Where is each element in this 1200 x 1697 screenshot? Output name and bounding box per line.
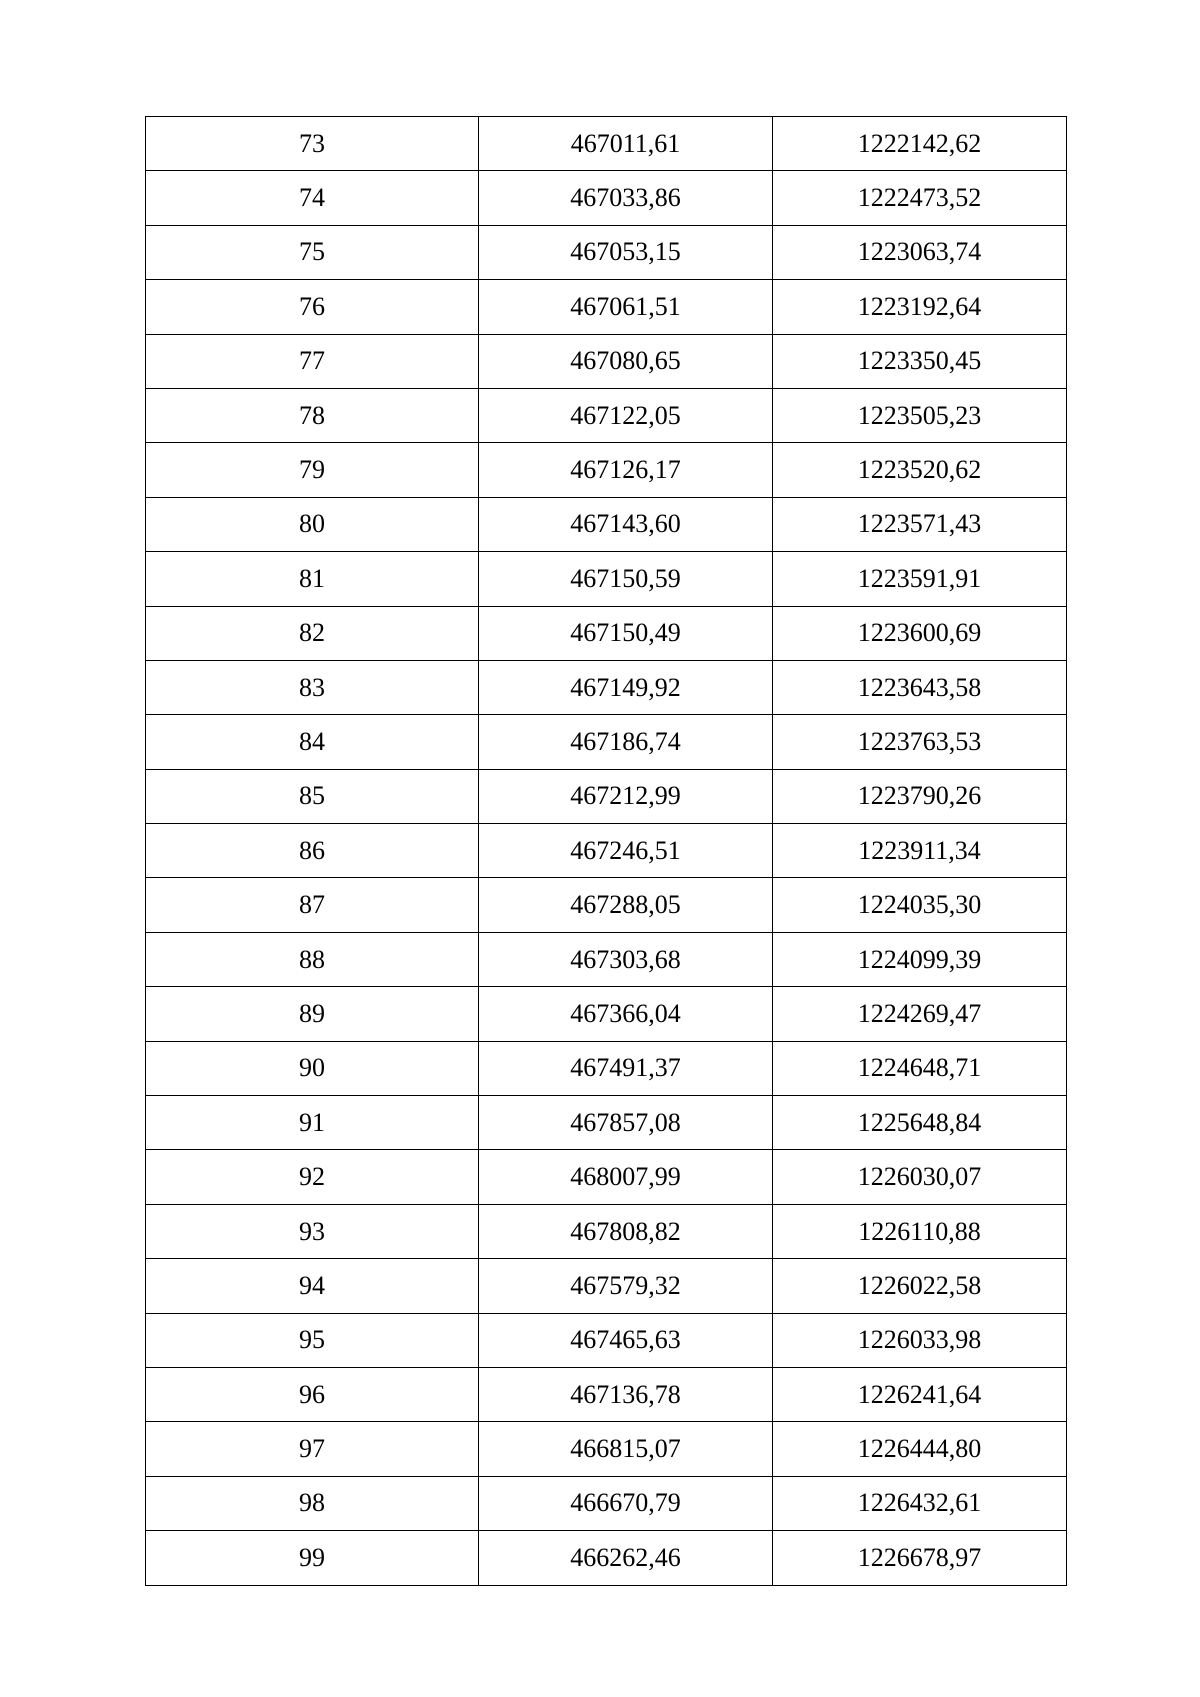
- y-coordinate-cell: 1226110,88: [773, 1204, 1067, 1258]
- table-row: [146, 715, 1067, 769]
- table-row: [146, 552, 1067, 606]
- y-coordinate-cell: 1223571,43: [773, 497, 1067, 551]
- x-coordinate-cell: 467246,51: [479, 824, 773, 878]
- x-coordinate-cell: 467491,37: [479, 1041, 773, 1095]
- table-row: [146, 1531, 1067, 1585]
- x-coordinate-cell: 466670,79: [479, 1476, 773, 1530]
- y-coordinate-cell: 1224035,30: [773, 878, 1067, 932]
- y-coordinate-cell: 1226030,07: [773, 1150, 1067, 1204]
- y-coordinate-cell: 1222142,62: [773, 117, 1067, 171]
- x-coordinate-cell: 467465,63: [479, 1313, 773, 1367]
- x-coordinate-cell: 468007,99: [479, 1150, 773, 1204]
- x-coordinate-cell: 467288,05: [479, 878, 773, 932]
- table-row: [146, 987, 1067, 1041]
- y-coordinate-cell: 1223600,69: [773, 606, 1067, 660]
- y-coordinate-cell: 1225648,84: [773, 1096, 1067, 1150]
- point-number-cell: 93: [146, 1204, 479, 1258]
- y-coordinate-cell: 1223591,91: [773, 552, 1067, 606]
- y-coordinate-cell: 1223643,58: [773, 660, 1067, 714]
- y-coordinate-cell: 1224648,71: [773, 1041, 1067, 1095]
- point-number-cell: 96: [146, 1367, 479, 1421]
- point-number-cell: 76: [146, 280, 479, 334]
- point-number-cell: 84: [146, 715, 479, 769]
- point-number-cell: 88: [146, 932, 479, 986]
- y-coordinate-cell: 1226678,97: [773, 1531, 1067, 1585]
- y-coordinate-cell: 1226033,98: [773, 1313, 1067, 1367]
- table-row: [146, 769, 1067, 823]
- table-row: [146, 1313, 1067, 1367]
- table-row: [146, 171, 1067, 225]
- x-coordinate-cell: 467053,15: [479, 225, 773, 279]
- point-number-cell: 77: [146, 334, 479, 388]
- table-row: [146, 660, 1067, 714]
- table-row: [146, 225, 1067, 279]
- x-coordinate-cell: 467136,78: [479, 1367, 773, 1421]
- table-row: [146, 117, 1067, 171]
- point-number-cell: 91: [146, 1096, 479, 1150]
- point-number-cell: 87: [146, 878, 479, 932]
- point-number-cell: 83: [146, 660, 479, 714]
- point-number-cell: 85: [146, 769, 479, 823]
- table-row: [146, 1096, 1067, 1150]
- x-coordinate-cell: 467033,86: [479, 171, 773, 225]
- y-coordinate-cell: 1223763,53: [773, 715, 1067, 769]
- y-coordinate-cell: 1224099,39: [773, 932, 1067, 986]
- point-number-cell: 94: [146, 1259, 479, 1313]
- table-row: [146, 1422, 1067, 1476]
- y-coordinate-cell: 1224269,47: [773, 987, 1067, 1041]
- point-number-cell: 74: [146, 171, 479, 225]
- y-coordinate-cell: 1223911,34: [773, 824, 1067, 878]
- point-number-cell: 99: [146, 1531, 479, 1585]
- table-row: [146, 1367, 1067, 1421]
- table-row: [146, 280, 1067, 334]
- table-row: [146, 1041, 1067, 1095]
- x-coordinate-cell: 467143,60: [479, 497, 773, 551]
- table-row: [146, 1476, 1067, 1530]
- table-row: [146, 1259, 1067, 1313]
- x-coordinate-cell: 467149,92: [479, 660, 773, 714]
- x-coordinate-cell: 467126,17: [479, 443, 773, 497]
- coordinates-table-body: [146, 117, 1067, 1586]
- table-row: [146, 824, 1067, 878]
- point-number-cell: 82: [146, 606, 479, 660]
- y-coordinate-cell: 1226241,64: [773, 1367, 1067, 1421]
- y-coordinate-cell: 1223063,74: [773, 225, 1067, 279]
- point-number-cell: 78: [146, 388, 479, 442]
- point-number-cell: 90: [146, 1041, 479, 1095]
- table-row: [146, 388, 1067, 442]
- point-number-cell: 79: [146, 443, 479, 497]
- point-number-cell: 81: [146, 552, 479, 606]
- y-coordinate-cell: 1223790,26: [773, 769, 1067, 823]
- x-coordinate-cell: 467366,04: [479, 987, 773, 1041]
- table-row: [146, 1150, 1067, 1204]
- x-coordinate-cell: 467303,68: [479, 932, 773, 986]
- y-coordinate-cell: 1226444,80: [773, 1422, 1067, 1476]
- x-coordinate-cell: 466815,07: [479, 1422, 773, 1476]
- table-row: [146, 334, 1067, 388]
- point-number-cell: 98: [146, 1476, 479, 1530]
- x-coordinate-cell: 467186,74: [479, 715, 773, 769]
- y-coordinate-cell: 1226432,61: [773, 1476, 1067, 1530]
- y-coordinate-cell: 1223350,45: [773, 334, 1067, 388]
- point-number-cell: 75: [146, 225, 479, 279]
- x-coordinate-cell: 467122,05: [479, 388, 773, 442]
- point-number-cell: 80: [146, 497, 479, 551]
- x-coordinate-cell: 467857,08: [479, 1096, 773, 1150]
- table-row: [146, 443, 1067, 497]
- x-coordinate-cell: 467080,65: [479, 334, 773, 388]
- y-coordinate-cell: 1223505,23: [773, 388, 1067, 442]
- point-number-cell: 73: [146, 117, 479, 171]
- table-row: [146, 1204, 1067, 1258]
- x-coordinate-cell: 467150,49: [479, 606, 773, 660]
- x-coordinate-cell: 467212,99: [479, 769, 773, 823]
- y-coordinate-cell: 1223520,62: [773, 443, 1067, 497]
- table-row: [146, 932, 1067, 986]
- coordinates-table: [145, 116, 1067, 1586]
- point-number-cell: 95: [146, 1313, 479, 1367]
- table-row: [146, 497, 1067, 551]
- point-number-cell: 92: [146, 1150, 479, 1204]
- x-coordinate-cell: 466262,46: [479, 1531, 773, 1585]
- table-row: [146, 878, 1067, 932]
- point-number-cell: 86: [146, 824, 479, 878]
- y-coordinate-cell: 1223192,64: [773, 280, 1067, 334]
- x-coordinate-cell: 467150,59: [479, 552, 773, 606]
- x-coordinate-cell: 467061,51: [479, 280, 773, 334]
- y-coordinate-cell: 1222473,52: [773, 171, 1067, 225]
- x-coordinate-cell: 467011,61: [479, 117, 773, 171]
- point-number-cell: 97: [146, 1422, 479, 1476]
- x-coordinate-cell: 467808,82: [479, 1204, 773, 1258]
- table-row: [146, 606, 1067, 660]
- point-number-cell: 89: [146, 987, 479, 1041]
- y-coordinate-cell: 1226022,58: [773, 1259, 1067, 1313]
- x-coordinate-cell: 467579,32: [479, 1259, 773, 1313]
